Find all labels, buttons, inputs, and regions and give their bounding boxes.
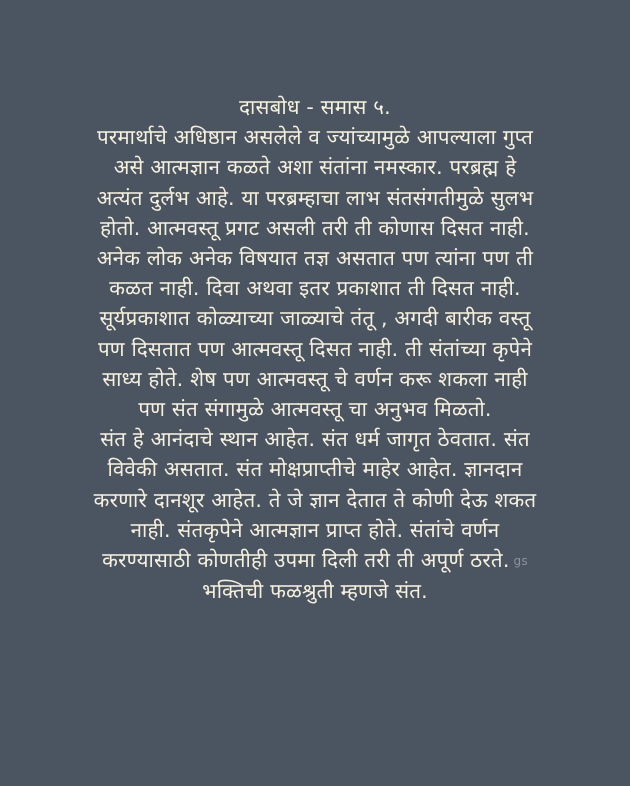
quote-line-15-text: करण्यासाठी कोणतीही उपमा दिली तरी ती अपूर्ण ठरते. [102,548,510,573]
quote-line-9: साध्य होते. शेष पण आत्मवस्तू चे वर्णन करू शकला नाही [102,366,528,391]
quote-title: दासबोध - समास ५. [239,95,391,119]
quote-line-15 [0,545,630,576]
quote-line-6: कळत नाही. दिवा अथवा इतर प्रकाशात ती दिसत नाही. [109,276,521,301]
quote-line-5: अनेक लोक अनेक विषयात तज्ञ असतात पण त्यांना पण ती [96,246,534,271]
quote-line-3: अत्यंत दुर्लभ आहे. या परब्रम्हाचा लाभ संतसंगतीमुळे सुलभ [96,185,534,210]
quote-text-block [0,92,630,606]
watermark: gs [513,553,528,568]
quote-line-2: असे आत्मज्ञान कळते अशा संतांना नमस्कार. परब्रह्म हे [113,155,517,180]
quote-line-10: पण संत संगामुळे आत्मवस्तू चा अनुभव मिळतो. [138,397,492,422]
quote-line-14: नाही. संतकृपेने आत्मज्ञान प्राप्त होते. संतांचे वर्णन [130,517,500,542]
quote-line-4: होतो. आत्मवस्तू प्रगट असली तरी ती कोणास दिसत नाही. [100,215,530,240]
quote-line-16: भक्तिची फळश्रुती म्हणजे संत. [202,579,428,604]
quote-line-12: विवेकी असतात. संत मोक्षप्राप्तीचे माहेर आहेत. ज्ञानदान [107,457,523,482]
quote-line-8: पण दिसतात पण आत्मवस्तू दिसत नाही. ती संतांच्या कृपेने [97,336,533,361]
quote-line-7: सूर्यप्रकाशात कोळ्याच्या जाळ्याचे तंतू , अगदी बारीक वस्तू [99,306,531,331]
quote-line-1: परमार्थाचे अधिष्ठान असलेले व ज्यांच्यामुळे आपल्याला गुप्त [97,125,533,150]
quote-line-13: करणारे दानशूर आहेत. ते जे ज्ञान देतात ते कोणी देऊ शकत [93,487,537,512]
quote-line-11: संत हे आनंदाचे स्थान आहेत. संत धर्म जागृत ठेवतात. संत [100,427,530,452]
